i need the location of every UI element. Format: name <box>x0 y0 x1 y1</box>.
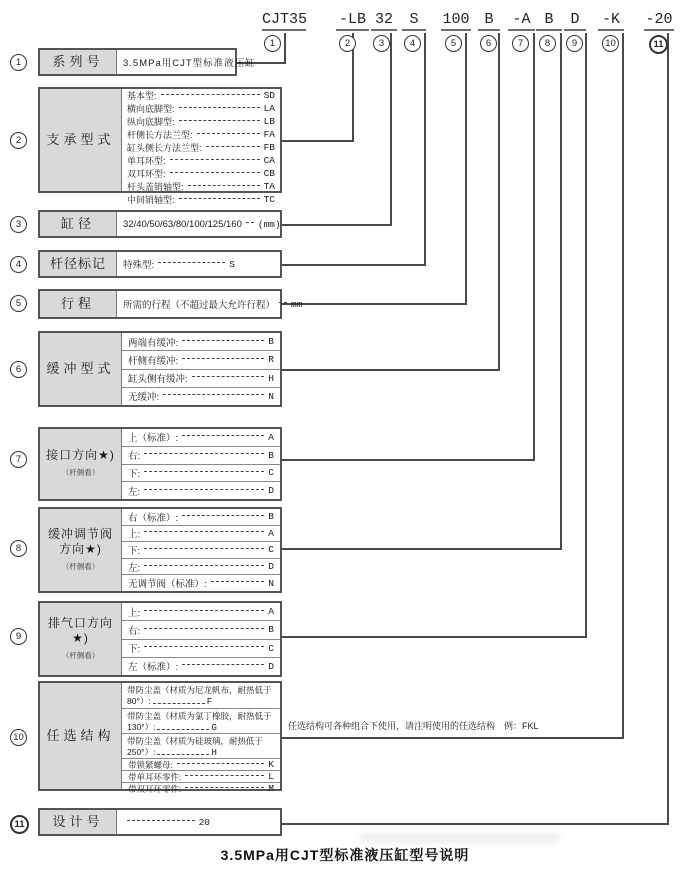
dash-leader <box>144 488 264 490</box>
dash-leader <box>182 663 264 665</box>
dash-leader <box>144 627 264 629</box>
segment-number-badge-10: 10 <box>602 35 619 52</box>
spec-item: 带单耳环零件: L <box>122 770 280 782</box>
segment-number-badge-5: 5 <box>445 35 462 52</box>
segment-number-badge-11: 11 <box>649 35 668 54</box>
spec-item: 带防尘盖（材质为硅玻璃，耐热低于250°）: H <box>122 733 280 758</box>
row-label: 缓冲调节阀方向★) （杆侧看） <box>40 509 122 591</box>
model-segment-11: -20 <box>644 11 674 31</box>
dash-leader <box>144 452 264 454</box>
row-label: 杆径标记 <box>40 252 117 276</box>
spec-item: 左: D <box>122 481 280 499</box>
connector-vline-7 <box>533 33 535 459</box>
row-optional-structure <box>38 681 282 794</box>
connector-vline-8 <box>560 33 562 548</box>
dash-leader <box>144 564 264 566</box>
segment-number-badge-8: 8 <box>539 35 556 52</box>
spec-item: 下: C <box>122 639 280 657</box>
dash-leader <box>144 530 264 532</box>
spec-item: 基本型: SD <box>127 90 275 101</box>
spec-item: 两端有缓冲: B <box>128 336 274 349</box>
connector-hline-9 <box>282 636 587 638</box>
optional-structure-note: 任选结构可各种组合下使用，请注明使用的任选结构 例：FKL <box>288 721 539 731</box>
dash-leader <box>127 819 195 821</box>
dash-leader <box>144 470 264 472</box>
row-label: 缓冲型式 <box>40 333 122 405</box>
model-segment-6: B <box>478 11 500 31</box>
dash-leader <box>182 339 264 341</box>
model-segment-7: -A <box>508 11 535 31</box>
row-number-badge-2: 2 <box>10 132 27 149</box>
spec-item: 左（标准）: D <box>122 657 280 675</box>
dash-leader <box>157 751 209 755</box>
dash-leader <box>279 301 287 303</box>
spec-item: 上（标准）: A <box>128 431 274 445</box>
dash-leader <box>158 261 225 263</box>
model-segment-5: 100 <box>441 11 471 31</box>
spec-item: 上: A <box>122 525 280 542</box>
connector-hline-3 <box>280 224 392 226</box>
spec-item: 特殊型: S <box>123 258 235 271</box>
row-label: 行程 <box>40 291 117 317</box>
connector-vline-3 <box>390 33 392 224</box>
dash-leader <box>197 132 260 134</box>
dash-leader <box>185 774 264 776</box>
spec-item: 右: B <box>122 446 280 464</box>
dash-leader <box>185 786 264 788</box>
connector-vline-10 <box>622 33 624 737</box>
row-number-badge-4: 4 <box>10 256 27 273</box>
row-number-badge-11: 11 <box>10 815 29 834</box>
connector-vline-9 <box>585 33 587 636</box>
segment-number-badge-7: 7 <box>512 35 529 52</box>
row-bore <box>38 210 282 238</box>
model-segment-1: CJT35 <box>262 11 306 31</box>
row-number-badge-3: 3 <box>10 216 27 233</box>
dash-leader <box>179 106 260 108</box>
model-segment-2: -LB <box>336 11 369 31</box>
dash-leader <box>211 580 265 582</box>
connector-hline-2 <box>282 140 354 142</box>
row-label: 缸径 <box>40 212 117 236</box>
dash-leader <box>144 609 264 611</box>
spec-item: 左: D <box>122 558 280 575</box>
spec-item: 带锁紧螺母: K <box>122 758 280 770</box>
spec-item: 带防尘盖（材质为氯丁橡胶，耐热低于130°）: G <box>122 708 280 733</box>
row-number-badge-8: 8 <box>10 540 27 557</box>
spec-item: 20 <box>117 810 280 834</box>
dash-leader <box>182 514 264 516</box>
dash-leader <box>192 375 265 377</box>
connector-hline-5 <box>282 303 467 305</box>
segment-number-badge-2: 2 <box>339 35 356 52</box>
dash-leader <box>246 221 254 223</box>
spec-item: 带防尘盖（材质为尼龙帆布，耐热低于80°）: F <box>127 685 272 707</box>
connector-hline-8 <box>282 548 562 550</box>
spec-item: 右: B <box>122 620 280 638</box>
dash-leader <box>182 357 264 359</box>
row-design-number <box>38 808 282 836</box>
row-rod-mark <box>38 250 282 278</box>
dash-leader <box>144 547 264 549</box>
row-cushion-type <box>38 331 282 407</box>
row-stroke <box>38 289 303 319</box>
spec-item: 右（标准）: B <box>128 511 274 524</box>
connector-hline-10 <box>282 737 624 739</box>
row-label: 设计号 <box>40 810 117 834</box>
connector-hline-6 <box>282 369 500 371</box>
row-bleed-port-direction <box>38 601 282 677</box>
spec-item: 中间销轴型: TC <box>127 194 275 205</box>
spec-item: 所需的行程（不超过最大允许行程） mm <box>123 298 303 311</box>
spec-item: 下: C <box>122 541 280 558</box>
model-segment-3: 32 <box>371 11 397 31</box>
segment-number-badge-9: 9 <box>566 35 583 52</box>
segment-number-badge-3: 3 <box>373 35 390 52</box>
dash-leader <box>144 645 264 647</box>
spec-item: 无调节阀（标准）: N <box>122 574 280 591</box>
connector-vline-6 <box>498 33 500 369</box>
dash-leader <box>153 700 205 704</box>
spec-item: 杆侧长方法兰型: FA <box>127 129 275 140</box>
row-label: 系列号 <box>40 50 117 74</box>
row-number-badge-1: 1 <box>10 54 27 71</box>
spec-item: 杆头盖销轴型: TA <box>127 181 275 192</box>
spec-item: 上: A <box>128 606 274 619</box>
spec-item: 缸头侧有缓冲: H <box>122 369 280 387</box>
row-cushion-valve-direction <box>38 507 282 593</box>
spec-item: 32/40/50/63/80/100/125/160 (mm) <box>123 218 281 230</box>
dash-leader <box>177 762 264 764</box>
row-label: 支承型式 <box>40 89 122 191</box>
dash-leader <box>182 434 264 436</box>
connector-vline-11 <box>667 33 669 823</box>
dash-leader <box>161 93 260 95</box>
row-number-badge-7: 7 <box>10 451 27 468</box>
row-mount-type <box>38 87 282 205</box>
model-segment-9: D <box>564 11 586 31</box>
model-segment-4: S <box>402 11 426 31</box>
row-number-badge-6: 6 <box>10 361 27 378</box>
diagram-caption: 3.5MPa用CJT型标准液压缸型号说明 <box>220 847 470 863</box>
segment-number-badge-1: 1 <box>264 35 281 52</box>
dash-leader <box>179 197 260 199</box>
spec-item: 杆侧有缓冲: R <box>122 350 280 368</box>
spec-item: 单耳环型: CA <box>127 155 275 166</box>
connector-hline-7 <box>282 459 535 461</box>
spec-item: 下: C <box>122 464 280 482</box>
spec-item: 缸头侧长方法兰型: FB <box>127 142 275 153</box>
connector-hline-4 <box>282 264 426 266</box>
connector-vline-5 <box>465 33 467 303</box>
row-number-badge-9: 9 <box>10 628 27 645</box>
dash-leader <box>206 145 260 147</box>
row-label: 接口方向★) （杆侧看） <box>40 429 122 499</box>
row-port-direction <box>38 427 282 501</box>
dash-leader <box>170 171 260 173</box>
spec-item: 纵向底脚型: LB <box>127 116 275 127</box>
dash-leader <box>157 726 209 730</box>
row-label: 排气口方向★) （杆侧看） <box>40 603 122 675</box>
spec-item: 带双耳环零件: M <box>122 782 280 794</box>
connector-hline-11 <box>282 823 669 825</box>
connector-vline-1 <box>284 33 286 62</box>
row-label: 任选结构 <box>40 683 122 789</box>
dash-leader <box>163 393 264 395</box>
model-segment-8: B <box>536 11 562 31</box>
dash-leader <box>170 158 260 160</box>
segment-number-badge-4: 4 <box>404 35 421 52</box>
model-segment-10: -K <box>598 11 624 31</box>
scan-smudge <box>360 833 560 843</box>
spec-item: 无缓冲: N <box>122 387 280 405</box>
row-number-badge-5: 5 <box>10 295 27 312</box>
dash-leader <box>188 184 260 186</box>
segment-number-badge-6: 6 <box>480 35 497 52</box>
spec-item: 横向底脚型: LA <box>127 103 275 114</box>
row-number-badge-10: 10 <box>10 729 27 746</box>
spec-item: 3.5MPa用CJT型标准液压缸 <box>123 58 256 69</box>
dash-leader <box>179 119 260 121</box>
row-series <box>38 48 256 76</box>
connector-vline-4 <box>424 33 426 264</box>
spec-item: 双耳环型: CB <box>127 168 275 179</box>
